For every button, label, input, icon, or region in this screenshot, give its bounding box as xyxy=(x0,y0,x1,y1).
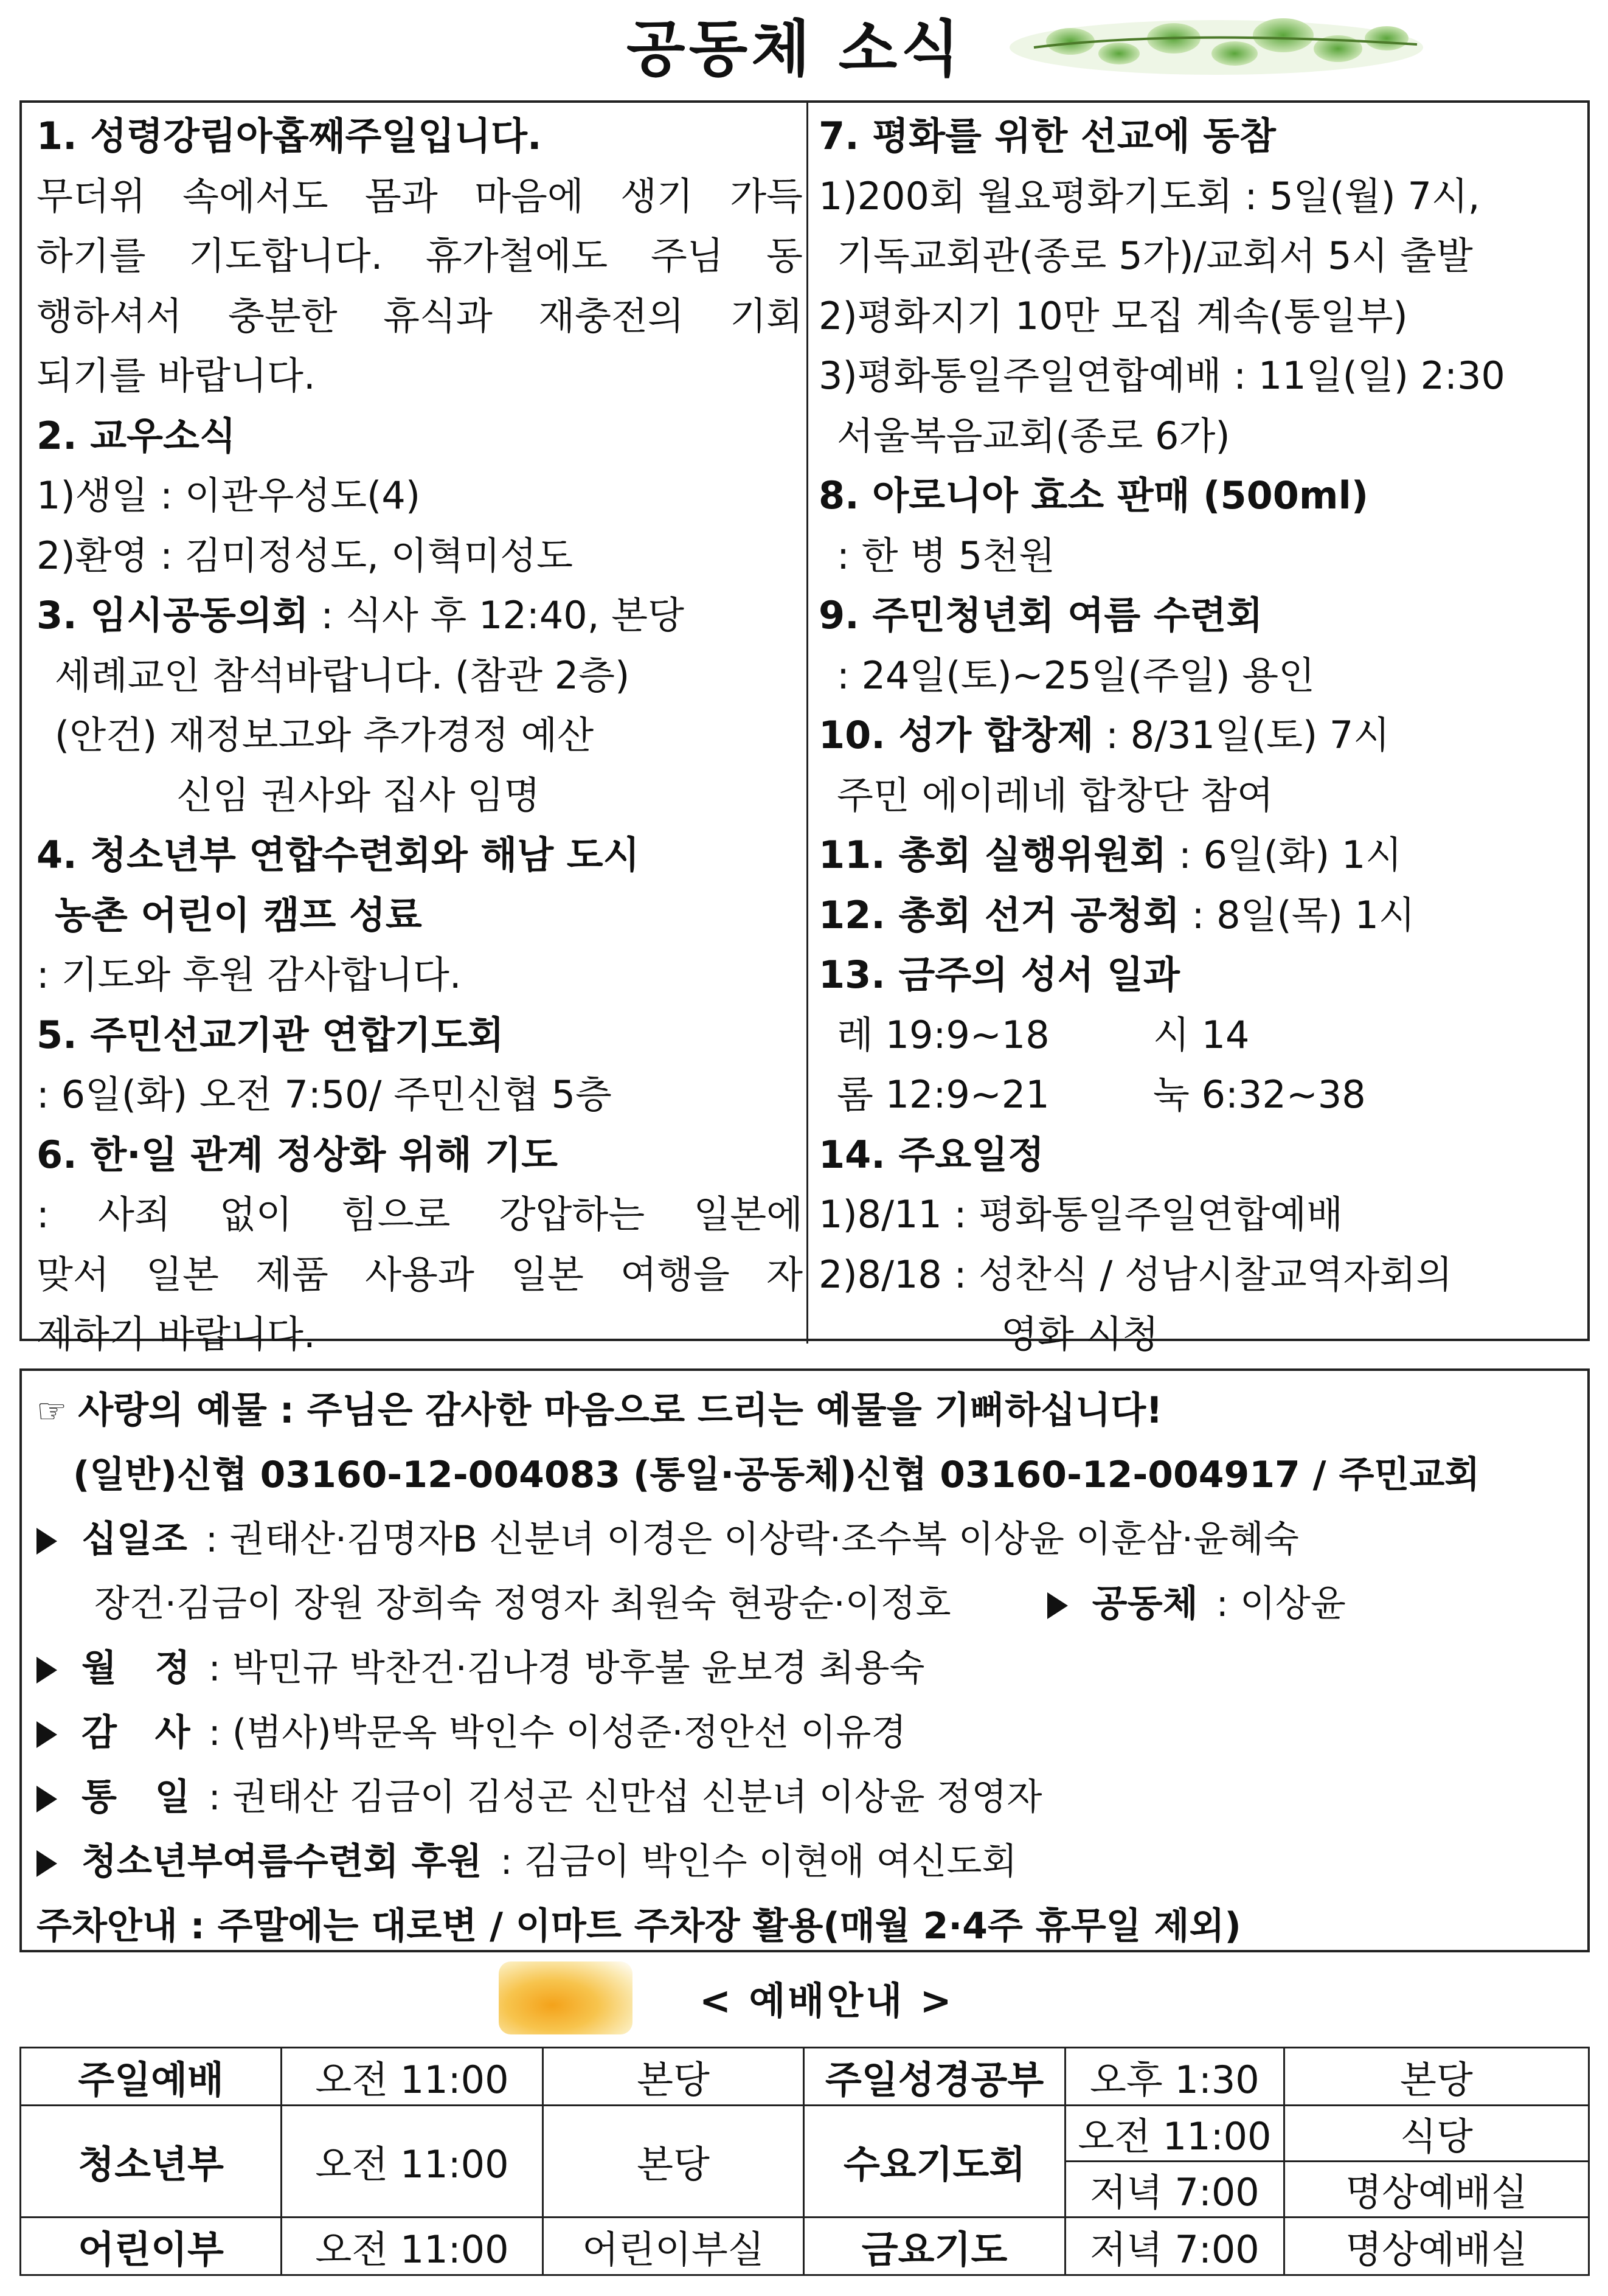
community-names: : 이상윤 xyxy=(1216,1583,1346,1625)
tithe-row-cont xyxy=(36,1572,1573,1636)
news-item-13-heading: 13. 금주의 성서 일과 xyxy=(819,952,1180,997)
news-item-7-heading: 7. 평화를 위한 선교에 동참 xyxy=(819,114,1276,158)
news-item-1-heading: 1. 성령강림아홉째주일입니다. xyxy=(36,114,542,158)
news-text-line: 3)평화통일주일연합예배 : 11일(일) 2:30 xyxy=(819,353,1505,398)
worship-place: 본당 xyxy=(1284,2048,1589,2106)
worship-place: 명상예배실 xyxy=(1284,2162,1589,2218)
news-item-10-title: 10. 성가 합창제 xyxy=(819,713,1094,757)
worship-schedule-table xyxy=(19,2047,1590,2276)
thanks-row xyxy=(36,1701,1573,1765)
news-text-line: 1)생일 : 이관우성도(4) xyxy=(36,473,421,518)
table-row xyxy=(21,2048,1589,2106)
worship-label: 수요기도회 xyxy=(804,2106,1066,2218)
monthly-names: : 박민규 박찬건·김나경 방후불 윤보경 최용숙 xyxy=(208,1647,925,1690)
worship-label: 어린이부 xyxy=(21,2218,282,2275)
news-item-3-title: 3. 임시공동의회 xyxy=(36,593,309,637)
news-text-line: : 사죄 없이 힘으로 강압하는 일본에 xyxy=(36,1192,803,1236)
news-item-9-heading: 9. 주민청년회 여름 수련회 xyxy=(819,593,1263,637)
news-item-4-heading: 4. 청소년부 연합수련회와 해남 도시 xyxy=(36,833,640,877)
news-text-line: 제하기 바랍니다. xyxy=(36,1312,316,1356)
unity-row xyxy=(36,1765,1573,1830)
orange-decoration-icon xyxy=(499,1961,632,2034)
worship-time: 오전 11:00 xyxy=(282,2106,543,2218)
news-text-line: (안건) 재정보고와 추가경정 예산 xyxy=(55,713,594,757)
offering-headline xyxy=(36,1378,1573,1443)
news-item-10-heading xyxy=(819,706,1585,766)
worship-place: 식당 xyxy=(1284,2106,1589,2162)
worship-time: 저녁 7:00 xyxy=(1065,2218,1284,2275)
community-label: 공동체 xyxy=(1092,1583,1198,1625)
page-title: 공동체 소식 xyxy=(626,13,963,85)
news-text-line: 서울복음교회(종로 6가) xyxy=(837,413,1230,458)
news-item-12-title: 12. 총회 선거 공청회 xyxy=(819,892,1180,937)
bible-reading-row xyxy=(819,1005,1585,1066)
worship-title: < 예배안내 > xyxy=(699,1979,954,2023)
news-text-line: 영화 시청 xyxy=(1001,1312,1159,1356)
news-text-line: : 기도와 후원 감사합니다. xyxy=(36,952,462,997)
bible-reading-row xyxy=(819,1065,1585,1125)
worship-label: 주일성경공부 xyxy=(804,2048,1066,2106)
news-item-12-heading xyxy=(819,886,1585,946)
news-text-line: 2)평화지기 10만 모집 계속(통일부) xyxy=(819,293,1408,338)
monthly-row xyxy=(36,1636,1573,1701)
news-text-line: 기독교회관(종로 5가)/교회서 5시 출발 xyxy=(837,234,1473,278)
tithe-row xyxy=(36,1507,1573,1572)
bible-reading: 롬 12:9~21 xyxy=(837,1072,1050,1117)
worship-label: 청소년부 xyxy=(21,2106,282,2218)
tithe-label: 십일조 xyxy=(81,1518,187,1561)
news-section xyxy=(19,100,1590,1356)
thanks-label: 감 사 xyxy=(81,1712,190,1754)
news-text-line: 신임 권사와 집사 임명 xyxy=(176,772,541,817)
news-item-14-heading: 14. 주요일정 xyxy=(819,1132,1044,1177)
news-item-11-heading xyxy=(819,825,1585,886)
news-text-line: : 6일(화) 오전 7:50/ 주민신협 5층 xyxy=(36,1072,612,1117)
bible-reading: 레 19:9~18 xyxy=(837,1012,1050,1057)
tithe-names: 장건·김금이 장원 장희숙 정영자 최원숙 현광순·이정호 xyxy=(94,1583,951,1625)
left-column xyxy=(36,106,803,1365)
news-text-line: 맞서 일본 제품 사용과 일본 여행을 자 xyxy=(36,1252,803,1297)
news-item-3-detail: : 식사 후 12:40, 본당 xyxy=(308,593,684,637)
news-text-line: 2)환영 : 김미정성도, 이혁미성도 xyxy=(36,533,574,578)
news-text-line: : 한 병 5천원 xyxy=(837,533,1056,578)
monthly-label: 월 정 xyxy=(81,1647,190,1690)
triangle-bullet-icon xyxy=(36,1657,57,1684)
worship-label: 주일예배 xyxy=(21,2048,282,2106)
worship-place: 본당 xyxy=(542,2048,803,2106)
news-item-12-detail: : 8일(목) 1시 xyxy=(1179,892,1415,937)
thanks-names: : (범사)박문옥 박인수 이성준·정안선 이유경 xyxy=(208,1712,907,1754)
news-text-line: 2)8/18 : 성찬식 / 성남시찰교역자회의 xyxy=(819,1252,1453,1297)
news-text-line: 되기를 바랍니다. xyxy=(36,353,316,398)
worship-label: 금요기도 xyxy=(804,2218,1066,2275)
news-item-8-heading: 8. 아로니아 효소 판매 (500ml) xyxy=(819,473,1369,518)
worship-place: 본당 xyxy=(542,2106,803,2218)
header xyxy=(0,0,1608,97)
triangle-bullet-icon xyxy=(36,1528,57,1555)
worship-time: 오전 11:00 xyxy=(282,2048,543,2106)
right-column xyxy=(819,106,1585,1365)
news-item-3-heading xyxy=(36,586,803,646)
news-item-11-title: 11. 총회 실행위원회 xyxy=(819,833,1167,877)
unity-label: 통 일 xyxy=(81,1776,190,1819)
youth-support-label: 청소년부여름수련회 후원 xyxy=(81,1840,482,1883)
news-item-5-heading: 5. 주민선교기관 연합기도회 xyxy=(36,1012,504,1057)
worship-time: 저녁 7:00 xyxy=(1065,2162,1284,2218)
triangle-bullet-icon xyxy=(36,1721,57,1748)
news-text-line: 행하셔서 충분한 휴식과 재충전의 기회 xyxy=(36,293,803,338)
news-text-line: 주민 에이레네 합창단 참여 xyxy=(837,772,1274,817)
bible-reading: 눅 6:32~38 xyxy=(1153,1072,1366,1117)
news-text-line: 1)200회 월요평화기도회 : 5일(월) 7시, xyxy=(819,173,1480,218)
youth-support-row xyxy=(36,1830,1573,1894)
unity-names: : 권태산 김금이 김성곤 신만섭 신분녀 이상윤 정영자 xyxy=(208,1776,1042,1819)
bible-reading: 시 14 xyxy=(1153,1012,1250,1057)
column-divider xyxy=(806,103,808,1344)
news-text-line: 무더위 속에서도 몸과 마음에 생기 가득 xyxy=(36,173,803,218)
news-item-6-heading: 6. 한·일 관계 정상화 위해 기도 xyxy=(36,1132,558,1177)
offering-headline-text: 사랑의 예물 : 주님은 감사한 마음으로 드리는 예물을 기뻐하십니다! xyxy=(78,1389,1163,1432)
parking-notice: 주차안내 : 주말에는 대로변 / 이마트 주차장 활용(매월 2·4주 휴무일 제외) xyxy=(36,1905,1241,1947)
news-text-line: 1)8/11 : 평화통일주일연합예배 xyxy=(819,1192,1343,1236)
table-row xyxy=(21,2106,1589,2162)
news-text-line: : 24일(토)~25일(주일) 용인 xyxy=(837,653,1315,698)
news-item-11-detail: : 6일(화) 1시 xyxy=(1166,833,1402,877)
news-item-4-heading-cont: 농촌 어린이 캠프 성료 xyxy=(55,892,422,937)
offering-section xyxy=(19,1368,1590,1952)
youth-support-names: : 김금이 박인수 이현애 여신도회 xyxy=(500,1840,1017,1883)
worship-time: 오전 11:00 xyxy=(282,2218,543,2275)
news-item-10-detail: : 8/31일(토) 7시 xyxy=(1093,713,1390,757)
triangle-bullet-icon xyxy=(1047,1592,1068,1619)
worship-time: 오전 11:00 xyxy=(1065,2106,1284,2162)
bank-accounts: (일반)신협 03160-12-004083 (통일·공동체)신협 03160-12-004917 / 주민교회 xyxy=(73,1454,1480,1496)
worship-time: 오후 1:30 xyxy=(1065,2048,1284,2106)
leaf-decoration-icon xyxy=(997,11,1435,84)
tithe-names: : 권태산·김명자B 신분녀 이경은 이상락·조수복 이상윤 이훈삼·윤혜숙 xyxy=(205,1518,1299,1561)
table-row xyxy=(21,2218,1589,2275)
triangle-bullet-icon xyxy=(36,1786,57,1812)
worship-place: 명상예배실 xyxy=(1284,2218,1589,2275)
news-item-2-heading: 2. 교우소식 xyxy=(36,413,236,458)
pointing-hand-icon: ☞ xyxy=(36,1392,68,1431)
worship-place: 어린이부실 xyxy=(542,2218,803,2275)
worship-header xyxy=(0,1958,1608,2025)
news-text-line: 하기를 기도합니다. 휴가철에도 주님 동 xyxy=(36,234,803,278)
triangle-bullet-icon xyxy=(36,1850,57,1877)
news-text-line: 세례교인 참석바랍니다. (참관 2층) xyxy=(55,653,630,698)
